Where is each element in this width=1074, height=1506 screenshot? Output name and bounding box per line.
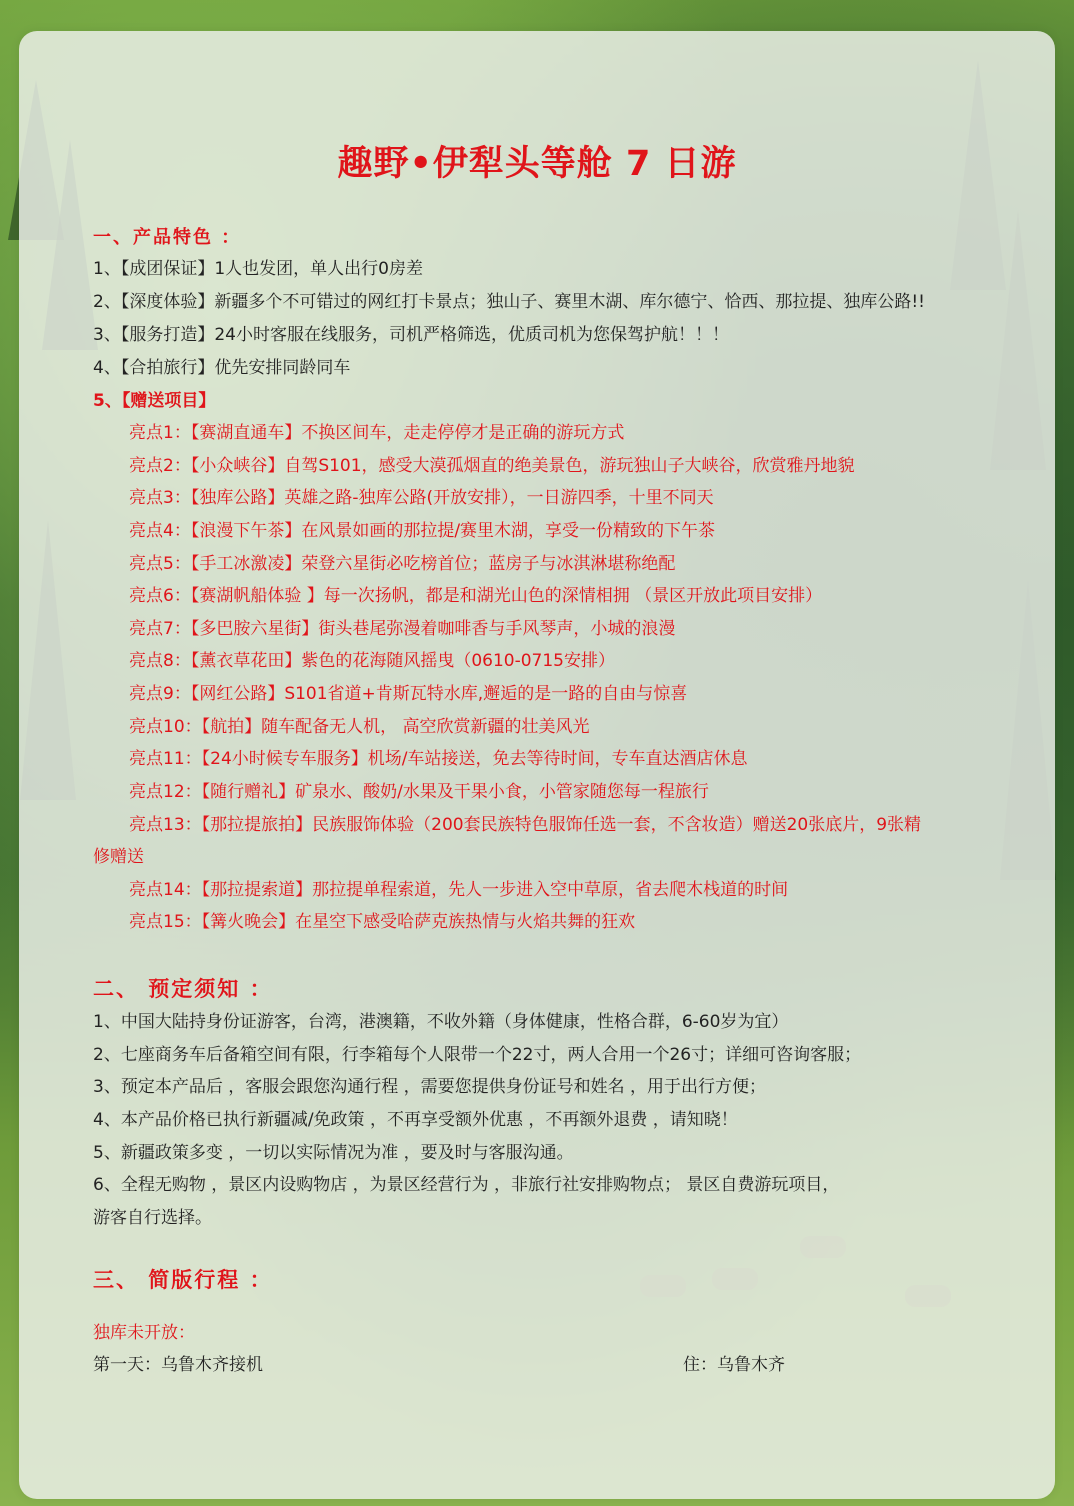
booking-note: 1、中国大陆持身份证游客，台湾，港澳籍，不收外籍（身体健康，性格合群，6-60岁为宜） [93, 1012, 789, 1032]
gift-heading: 5、【赠送项目】 [93, 391, 216, 411]
highlight-item: 亮点15：【篝火晚会】在星空下感受哈萨克族热情与火焰共舞的狂欢 [129, 912, 636, 932]
highlight-item: 亮点3：【独库公路】英雄之路-独库公路(开放安排），一日游四季，十里不同天 [129, 488, 714, 508]
feature-item: 1、【成团保证】1人也发团，单人出行0房差 [93, 259, 423, 279]
highlight-item: 亮点9：【网红公路】S101省道+肯斯瓦特水库,邂逅的是一路的自由与惊喜 [129, 684, 688, 704]
highlight-item: 亮点11：【24小时候专车服务】机场/车站接送，免去等待时间，专车直达酒店休息 [129, 749, 748, 769]
booking-note: 5、新疆政策多变 ，一切以实际情况为准 ，要及时与客服沟通。 [93, 1143, 574, 1163]
highlight-item: 亮点7：【多巴胺六星街】街头巷尾弥漫着咖啡香与手风琴声，小城的浪漫 [129, 619, 676, 639]
booking-note: 4、本产品价格已执行新疆减/免政策 ，不再享受额外优惠 ，不再额外退费 ，请知晓！ [93, 1110, 738, 1130]
page-title: 趣野•伊犁头等舱 7 日游 [337, 144, 737, 184]
section-heading-features: 一、产品特色 ： [93, 227, 242, 248]
highlight-item: 亮点1：【赛湖直通车】不换区间车，走走停停才是正确的游玩方式 [129, 423, 625, 443]
highlight-item-continuation: 修赠送 [93, 847, 144, 867]
itinerary-day: 第一天：乌鲁木齐接机 [93, 1355, 263, 1375]
highlight-item: 亮点10：【航拍】随车配备无人机， 高空欣赏新疆的壮美风光 [129, 717, 590, 737]
itinerary-note: 独库未开放： [93, 1323, 195, 1343]
highlight-item: 亮点5：【手工冰激凌】荣登六星街必吃榜首位；蓝房子与冰淇淋堪称绝配 [129, 554, 676, 574]
highlight-item: 亮点14：【那拉提索道】那拉提单程索道，先人一步进入空中草原，省去爬木栈道的时间 [129, 880, 789, 900]
itinerary-stay: 住：乌鲁木齐 [683, 1355, 785, 1375]
booking-note: 3、预定本产品后 ，客服会跟您沟通行程 ，需要您提供身份证号和姓名 ，用于出行方便； [93, 1077, 767, 1097]
highlight-item: 亮点4：【浪漫下午茶】在风景如画的那拉提/赛里木湖，享受一份精致的下午茶 [129, 521, 716, 541]
highlight-item: 亮点6：【赛湖帆船体验 】每一次扬帆，都是和湖光山色的深情相拥 （景区开放此项目安排） [129, 586, 823, 606]
feature-item: 2、【深度体验】新疆多个不可错过的网红打卡景点；独山子、赛里木湖、库尔德宁、恰西、那拉提、独库公路!! [93, 292, 925, 312]
highlight-item: 亮点8：【薰衣草花田】紫色的花海随风摇曳（0610-0715安排） [129, 651, 615, 671]
highlight-item: 亮点2：【小众峡谷】自驾S101，感受大漠孤烟直的绝美景色，游玩独山子大峡谷，欣赏雅丹地貌 [129, 456, 855, 476]
section-heading-booking-notes: 二、 预定须知 ： [93, 977, 273, 1001]
section-heading-itinerary: 三、 简版行程 ： [93, 1268, 273, 1292]
feature-item: 3、【服务打造】24小时客服在线服务，司机严格筛选，优质司机为您保驾护航！！！ [93, 325, 729, 345]
booking-note-continuation: 游客自行选择。 [93, 1208, 212, 1228]
highlight-item: 亮点12：【随行赠礼】矿泉水、酸奶/水果及干果小食，小管家随您每一程旅行 [129, 782, 709, 802]
booking-note: 6、全程无购物 ，景区内设购物店 ，为景区经营行为 ，非旅行社安排购物点； 景区自费游玩项目， [93, 1175, 840, 1195]
feature-item: 4、【合拍旅行】优先安排同龄同车 [93, 358, 351, 378]
highlight-item: 亮点13：【那拉提旅拍】民族服饰体验（200套民族特色服饰任选一套，不含妆造）赠送20张底片，9张精 [129, 815, 922, 835]
booking-note: 2、七座商务车后备箱空间有限，行李箱每个人限带一个22寸，两人合用一个26寸；详细可咨询客服； [93, 1045, 862, 1065]
